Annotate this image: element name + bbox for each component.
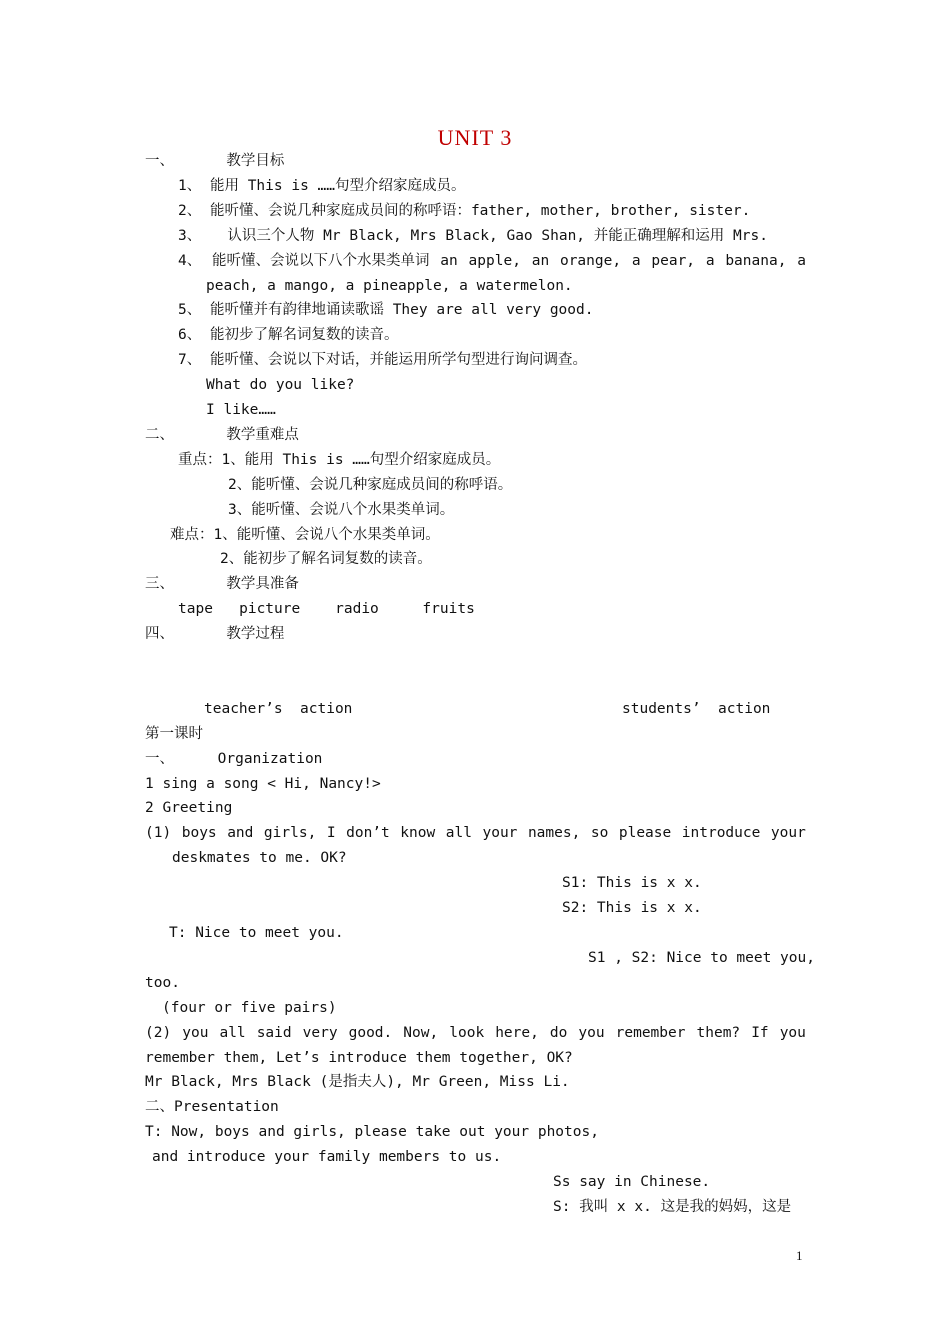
word: I [326, 825, 336, 841]
step-item: 1 sing a song < Hi, Nancy!> [145, 776, 381, 792]
student-line: S1 , S2: Nice to meet you, [588, 950, 815, 966]
objective-item: 7、 能听懂、会说以下对话，并能运用所学句型进行询问调查。 [178, 352, 587, 368]
word: so [590, 825, 609, 841]
teacher-line [145, 823, 806, 843]
lesson-heading: 第一课时 [145, 726, 203, 742]
objective-item: 5、 能听懂并有韵律地诵读歌谣 They are all very good. [178, 302, 594, 318]
word: names, [527, 825, 581, 841]
word: girls, [263, 825, 317, 841]
word: a [797, 253, 806, 269]
dialogue-line: What do you like? [206, 377, 355, 393]
teacher-line [145, 1023, 806, 1043]
word: you [779, 1025, 806, 1041]
teacher-line-continued: and introduce your family members to us. [152, 1149, 502, 1165]
section-heading: 二、 教学重难点 [145, 427, 299, 443]
word: do [549, 1025, 568, 1041]
word: 能听懂、会说以下八个水果类单词 [212, 253, 430, 269]
word: If [751, 1025, 769, 1041]
word: and [227, 825, 254, 841]
word: orange, [559, 253, 622, 269]
student-line: Ss say in Chinese. [553, 1174, 711, 1190]
word: your [770, 825, 806, 841]
dialogue-line: I like…… [206, 402, 276, 418]
word: know [400, 825, 436, 841]
word: all [445, 825, 472, 841]
key-point: 重点：1、能用 This is ……句型介绍家庭成员。 [178, 452, 501, 468]
objective-item: 3、 认识三个人物 Mr Black, Mrs Black, Gao Shan, 并能正确理解和运用 Mrs. [178, 228, 768, 244]
word: a [705, 253, 715, 269]
column-header-students: students’ action [622, 701, 771, 717]
objective-item: 2、 能听懂、会说几种家庭成员间的称呼语：father, mother, brother, sister. [178, 203, 751, 219]
section-heading: 四、 教学过程 [145, 626, 285, 642]
student-line: S: 我叫 x x. 这是我的妈妈，这是 [553, 1199, 792, 1215]
word: (1) [145, 825, 172, 841]
materials-list: tape picture radio fruits [178, 601, 475, 617]
word: boys [181, 825, 217, 841]
student-line: S2: This is x x. [562, 900, 702, 916]
section-heading: 三、 教学具准备 [145, 576, 299, 592]
objective-item-continued: peach, a mango, a pineapple, a watermelon. [206, 278, 573, 294]
unit-title: UNIT 3 [437, 125, 513, 150]
teacher-line-continued: deskmates to me. OK? [172, 850, 347, 866]
section-heading: 一、 教学目标 [145, 153, 285, 169]
word: you [182, 1025, 209, 1041]
word: all [219, 1025, 246, 1041]
objective-item: 6、 能初步了解名词复数的读音。 [178, 327, 399, 343]
word: said [256, 1025, 292, 1041]
student-line-continued: too. [145, 975, 180, 991]
word: Now, [403, 1025, 439, 1041]
word: look [449, 1025, 485, 1041]
word: here, [495, 1025, 539, 1041]
key-point: 2、能听懂、会说几种家庭成员间的称呼语。 [228, 477, 513, 493]
difficult-point: 2、能初步了解名词复数的读音。 [220, 551, 432, 567]
note-line: (four or five pairs) [162, 1000, 337, 1016]
word: don’t [346, 825, 390, 841]
difficult-point: 难点：1、能听懂、会说八个水果类单词。 [170, 527, 440, 543]
word: pear, [651, 253, 696, 269]
objective-item [178, 251, 806, 271]
page-number: 1 [796, 1248, 803, 1263]
word: banana, [725, 253, 787, 269]
teacher-line: T: Nice to meet you. [169, 925, 344, 941]
word: them? [696, 1025, 741, 1041]
step-heading: 一、 Organization [145, 751, 323, 767]
key-point: 3、能听懂、会说八个水果类单词。 [228, 502, 455, 518]
word: your [482, 825, 518, 841]
word: a [631, 253, 641, 269]
student-line: S1: This is x x. [562, 875, 702, 891]
word: an [440, 253, 458, 269]
teacher-line: T: Now, boys and girls, please take out your photos, [145, 1124, 599, 1140]
teacher-line-continued: remember them, Let’s introduce them together, OK? [145, 1050, 573, 1066]
column-header-teacher: teacher’s action [204, 701, 353, 717]
step-heading: 二、Presentation [145, 1099, 279, 1115]
names-line: Mr Black, Mrs Black (是指夫人), Mr Green, Miss Li. [145, 1074, 570, 1090]
word: 4、 [178, 253, 202, 269]
word: please [618, 825, 672, 841]
word: you [578, 1025, 605, 1041]
word: (2) [145, 1025, 172, 1041]
word: introduce [681, 825, 761, 841]
objective-item: 1、 能用 This is ……句型介绍家庭成员。 [178, 178, 466, 194]
word: good. [348, 1025, 393, 1041]
word: an [531, 253, 550, 269]
word: remember [615, 1025, 686, 1041]
step-item: 2 Greeting [145, 800, 233, 816]
word: apple, [468, 253, 521, 269]
word: very [302, 1025, 338, 1041]
